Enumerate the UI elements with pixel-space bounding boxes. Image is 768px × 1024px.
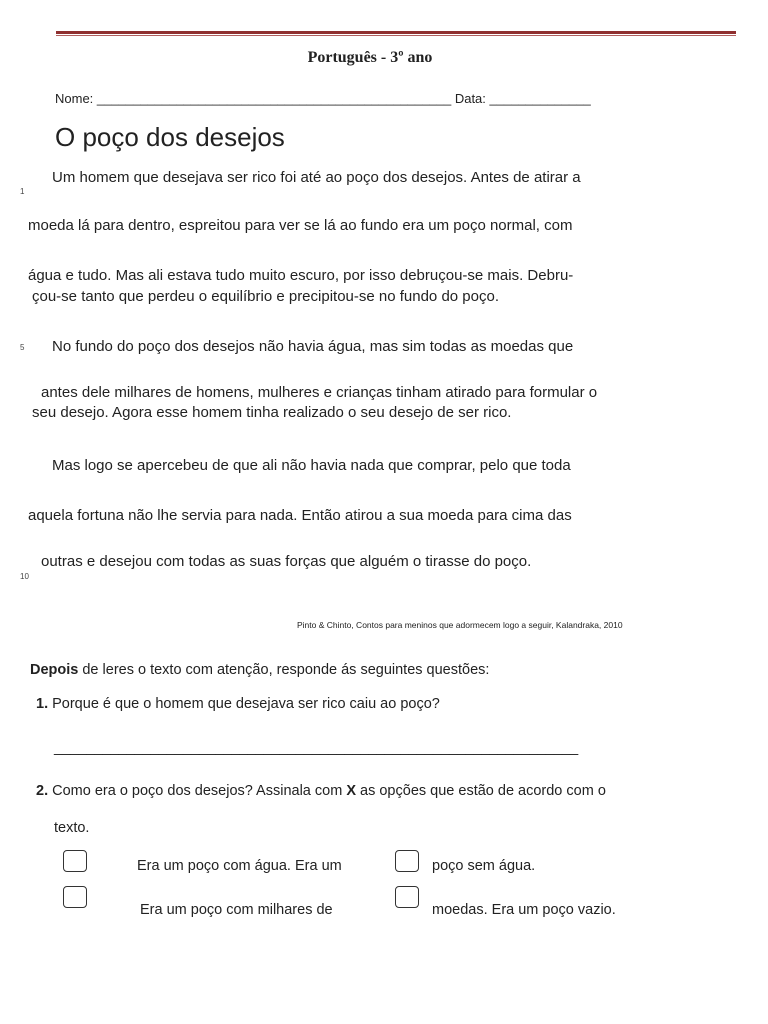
questions-intro — [30, 662, 489, 678]
story-line: moeda lá para dentro, espreitou para ver se lá ao fundo era um poço normal, com — [28, 217, 573, 234]
story-line: aquela fortuna não lhe servia para nada. Então atirou a sua moeda para cima das — [28, 507, 572, 524]
option-label: Era um poço com água. Era um — [137, 858, 342, 874]
line-number: 1 — [20, 187, 25, 196]
option-label: poço sem água. — [432, 858, 536, 874]
story-line: Mas logo se apercebeu de que ali não havia nada que comprar, pelo que toda — [52, 457, 571, 474]
option-label: moedas. Era um poço vazio. — [432, 902, 616, 918]
name-date-line — [55, 91, 591, 106]
story-line: antes dele milhares de homens, mulheres e crianças tinham atirado para formular o — [41, 384, 598, 401]
option-checkbox[interactable] — [395, 886, 419, 908]
q1-text: Porque é que o homem que desejava ser rico caiu ao poço? — [48, 696, 440, 712]
story-line: No fundo do poço dos desejos não havia água, mas sim todas as moedas que — [52, 338, 574, 355]
q2-text: Como era o poço dos desejos? Assinala com — [48, 783, 347, 799]
q1-answer-line[interactable]: _________________________________________________________________ — [54, 740, 579, 756]
option-checkbox[interactable] — [63, 886, 87, 908]
option-label: Era um poço com milhares de — [140, 902, 333, 918]
header-rule — [56, 31, 736, 34]
story-line: outras e desejou com todas as suas forças que alguém o tirasse do poço. — [41, 553, 532, 570]
option-checkbox[interactable] — [63, 850, 87, 872]
header-rule-thin — [56, 35, 736, 36]
story-line: Um homem que desejava ser rico foi até ao poço dos desejos. Antes de atirar a — [52, 169, 581, 186]
q2-text-cont: as opções que estão de acordo com o — [356, 783, 606, 799]
name-label: Nome: — [55, 91, 94, 106]
question-1 — [36, 696, 440, 712]
story-title: O poço dos desejos — [55, 122, 285, 152]
name-field[interactable]: _________________________________________________ — [96, 91, 452, 106]
story-line: çou-se tanto que perdeu o equilíbrio e precipitou-se no fundo do poço. — [32, 288, 499, 305]
story-line: seu desejo. Agora esse homem tinha realizado o seu desejo de ser rico. — [32, 404, 512, 421]
option-checkbox[interactable] — [395, 850, 419, 872]
date-field[interactable]: ______________ — [489, 91, 591, 106]
story-source: Pinto & Chinto, Contos para meninos que adormecem logo a seguir, Kalandraka, 2010 — [297, 620, 623, 630]
q2-mark: X — [346, 783, 356, 799]
question-2 — [36, 783, 606, 799]
line-number: 10 — [20, 572, 29, 581]
story-line: água e tudo. Mas ali estava tudo muito escuro, por isso debruçou-se mais. Debru- — [28, 267, 574, 284]
date-label: Data: — [454, 91, 486, 106]
intro-text: de leres o texto com atenção, responde ás seguintes questões: — [78, 662, 490, 678]
q1-number: 1. — [36, 696, 49, 712]
intro-bold: Depois — [30, 662, 79, 678]
q2-text-end: texto. — [54, 820, 90, 836]
q2-number: 2. — [36, 783, 49, 799]
header-title: Português - 3º ano — [307, 49, 433, 66]
line-number: 5 — [20, 343, 25, 352]
